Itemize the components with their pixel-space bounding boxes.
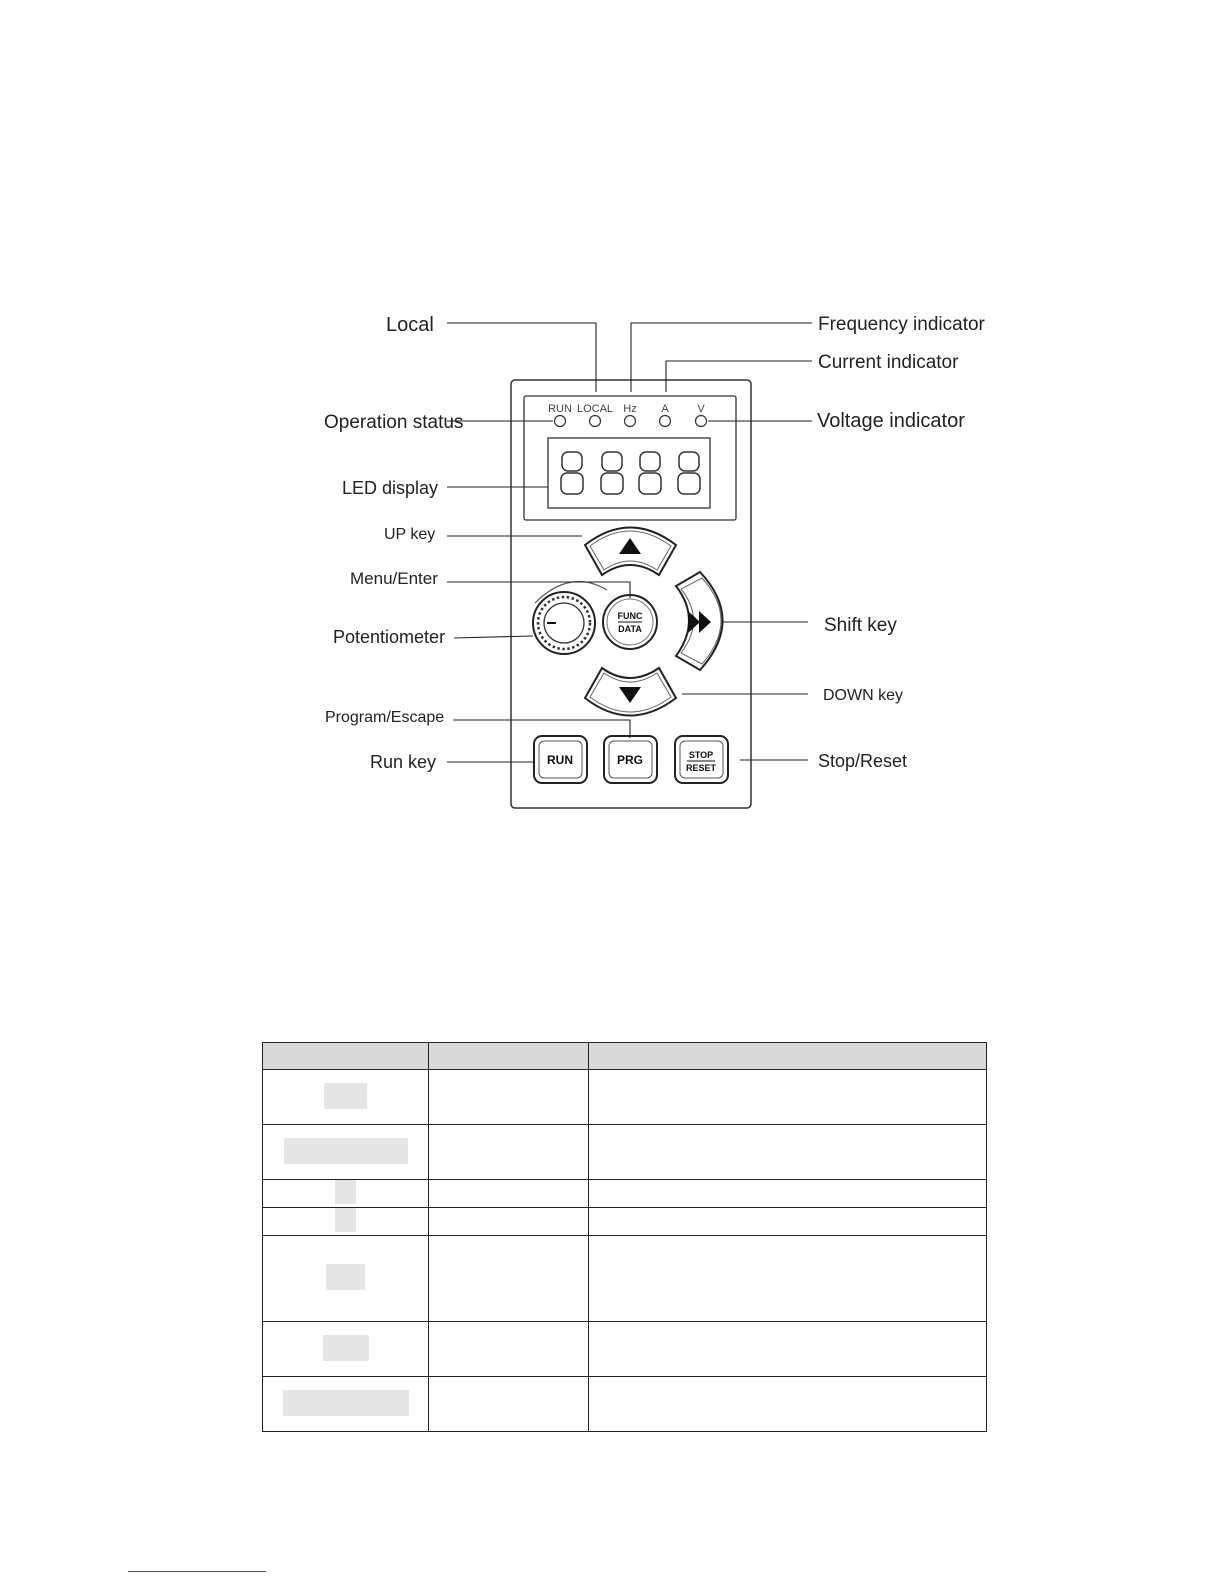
- table-cell: [263, 1180, 429, 1208]
- key-image-placeholder: [323, 1335, 369, 1361]
- table-cell: [263, 1322, 429, 1377]
- stop-reset-button[interactable]: [675, 736, 728, 783]
- key-image-placeholder: [283, 1390, 409, 1416]
- run-led-icon: [555, 416, 566, 427]
- table-row: [263, 1208, 987, 1236]
- table-header-cell: [429, 1043, 589, 1070]
- indicator-label-v: V: [697, 403, 705, 415]
- callout-potentiometer: Potentiometer: [333, 627, 446, 647]
- stop-label: STOP: [688, 750, 714, 760]
- callout-voltage-indicator: Voltage indicator: [817, 410, 965, 432]
- key-image-placeholder: [324, 1083, 367, 1109]
- key-image-placeholder: [284, 1138, 408, 1164]
- table-row: [263, 1236, 987, 1322]
- run-key-label: RUN: [547, 753, 573, 767]
- table-cell: [589, 1236, 987, 1322]
- table-cell: [589, 1322, 987, 1377]
- callout-program-escape: Program/Escape: [325, 709, 445, 726]
- key-image-placeholder: [335, 1180, 356, 1204]
- table-cell: [589, 1180, 987, 1208]
- key-image-placeholder: [335, 1208, 356, 1232]
- a-led-icon: [660, 416, 671, 427]
- table-cell: [263, 1377, 429, 1432]
- indicator-label-local: LOCAL: [576, 403, 614, 415]
- table-cell: [429, 1180, 589, 1208]
- table-header-cell: [589, 1043, 987, 1070]
- prg-key-label: PRG: [616, 753, 644, 767]
- table-cell: [589, 1208, 987, 1236]
- table-cell: [263, 1070, 429, 1125]
- table-cell: [429, 1236, 589, 1322]
- footnote-separator: [128, 1571, 266, 1572]
- table-row: [263, 1377, 987, 1432]
- table-cell: [429, 1208, 589, 1236]
- table-row: [263, 1125, 987, 1180]
- table-header-row: [263, 1043, 987, 1070]
- table-row: [263, 1180, 987, 1208]
- indicator-label-hz: Hz: [623, 403, 637, 415]
- callout-shift-key: Shift key: [824, 615, 897, 636]
- table-cell: [429, 1125, 589, 1180]
- local-led-icon: [590, 416, 601, 427]
- prg-key-button[interactable]: [604, 736, 657, 783]
- table-cell: [263, 1125, 429, 1180]
- v-led-icon: [696, 416, 707, 427]
- callout-run-key: Run key: [370, 752, 437, 772]
- table-cell: [429, 1377, 589, 1432]
- reset-label: RESET: [685, 763, 717, 773]
- callout-frequency-indicator: Frequency indicator: [818, 314, 985, 335]
- table-cell: [589, 1070, 987, 1125]
- callout-local: Local: [386, 314, 434, 336]
- table-cell: [263, 1236, 429, 1322]
- key-function-table: [262, 1042, 987, 1432]
- hz-led-icon: [625, 416, 636, 427]
- indicator-label-a: A: [661, 403, 669, 415]
- table-header-cell: [263, 1043, 429, 1070]
- callout-current-indicator: Current indicator: [818, 352, 959, 373]
- func-data-button[interactable]: [603, 595, 657, 649]
- table-cell: [429, 1070, 589, 1125]
- data-label: DATA: [618, 624, 642, 634]
- callout-stop-reset: Stop/Reset: [818, 751, 908, 771]
- callout-led-display: LED display: [342, 478, 439, 498]
- table-row: [263, 1322, 987, 1377]
- indicator-label-run: RUN: [548, 403, 572, 415]
- callout-up-key: UP key: [384, 526, 436, 543]
- table-row: [263, 1070, 987, 1125]
- table-cell: [263, 1208, 429, 1236]
- callout-down-key: DOWN key: [823, 687, 903, 704]
- callout-menu-enter: Menu/Enter: [350, 569, 438, 588]
- table-cell: [589, 1125, 987, 1180]
- table-cell: [429, 1322, 589, 1377]
- func-label: FUNC: [617, 611, 643, 621]
- table-cell: [589, 1377, 987, 1432]
- callout-operation-status: Operation status: [324, 412, 464, 433]
- run-key-button[interactable]: [534, 736, 587, 783]
- key-image-placeholder: [326, 1264, 365, 1290]
